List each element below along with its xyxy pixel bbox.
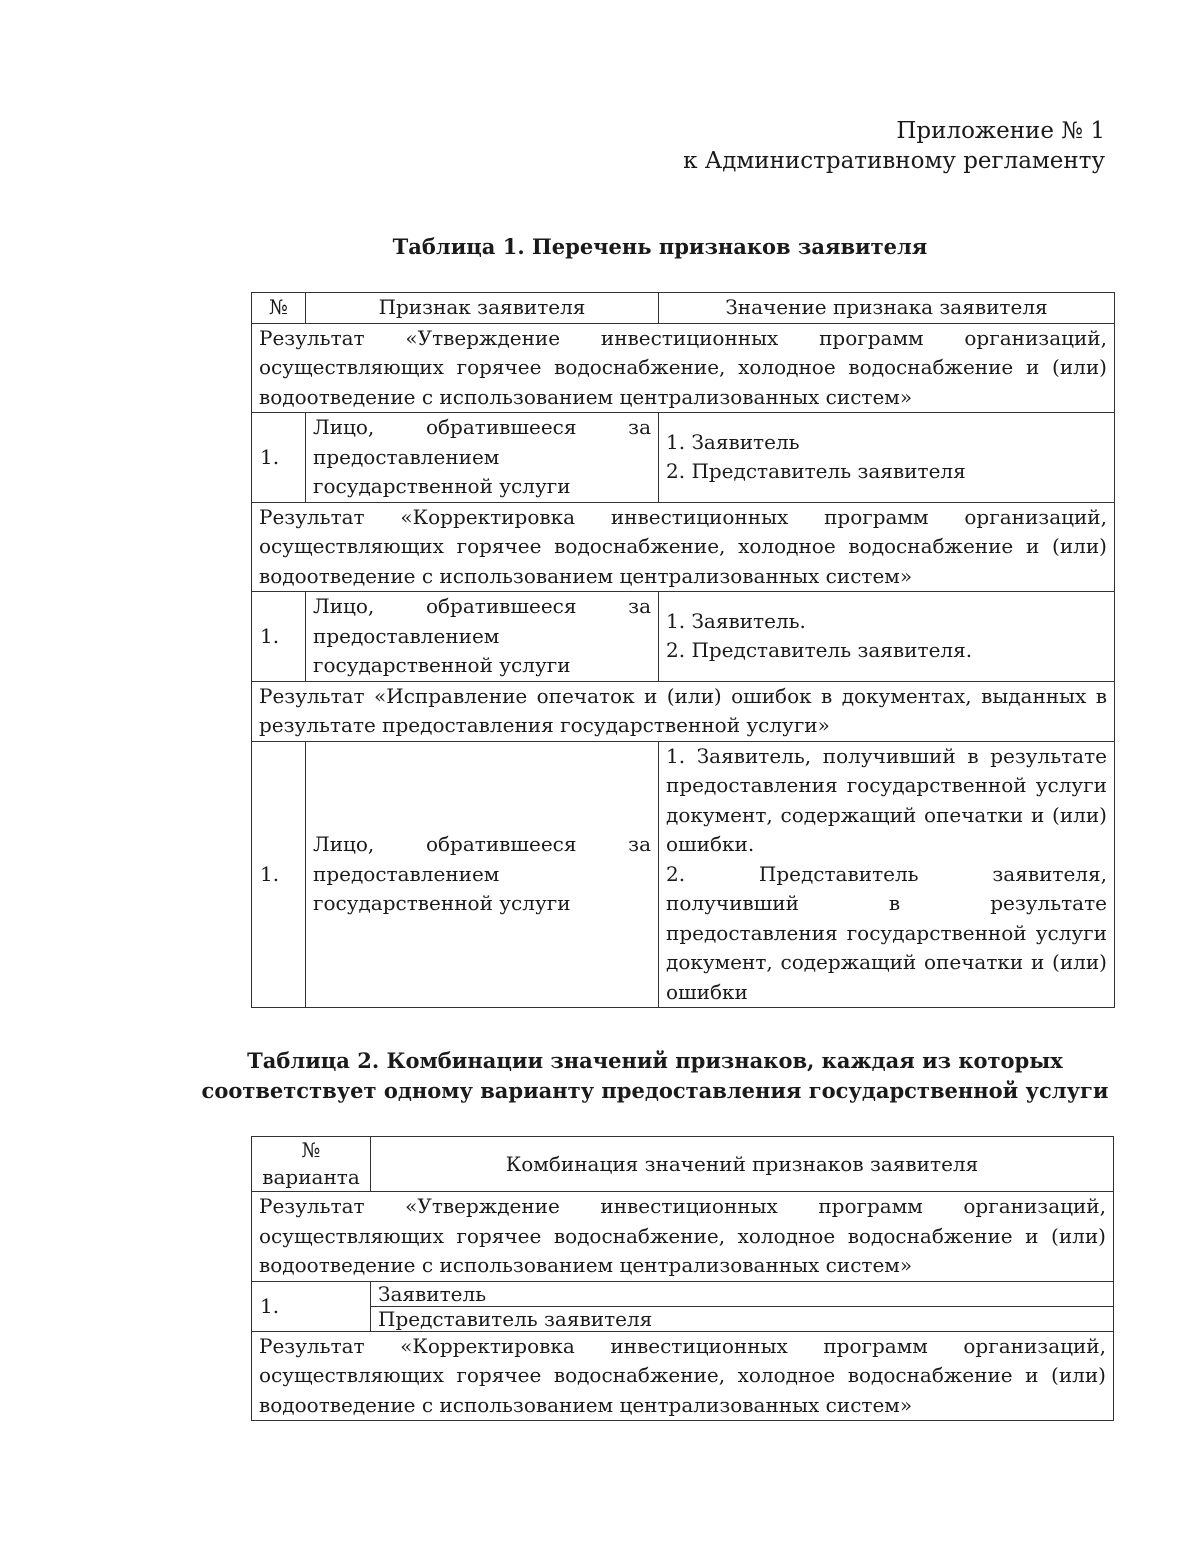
section-result: Результат «Утверждение инвестиционных программ организаций, осуществляющих горячее водоснабжение, холодное водоснабжение и (или) водоотведение с использованием централизованных систем» <box>252 1192 1114 1282</box>
table2-row <box>252 1306 1114 1331</box>
table1-section-row <box>252 323 1115 413</box>
row-sign-value <box>659 741 1115 1008</box>
section-result: Результат «Исправление опечаток и (или) ошибок в документах, выданных в результате предоставления государственной услуги» <box>252 681 1115 741</box>
header-variant-number <box>252 1137 371 1192</box>
table2-section-row <box>252 1331 1114 1421</box>
header-sign: Признак заявителя <box>306 293 659 324</box>
variant-combinations-table <box>251 1136 1114 1421</box>
table1-section-row <box>252 681 1115 741</box>
section-result: Результат «Корректировка инвестиционных программ организаций, осуществляющих горячее водоснабжение, холодное водоснабжение и (или) водоотведение с использованием централизованных систем» <box>252 1331 1114 1421</box>
table2-header-row <box>252 1137 1114 1192</box>
table1-section-row <box>252 502 1115 592</box>
sign-value-line: 1. Заявитель. <box>666 608 806 633</box>
combination-option: Представитель заявителя <box>371 1306 1114 1331</box>
appendix-note <box>683 116 1105 176</box>
table2-title-line-1: Таблица 2. Комбинации значений признаков, каждая из которых <box>247 1048 1063 1073</box>
row-number: 1. <box>252 592 306 682</box>
table1-row <box>252 741 1115 1008</box>
table1-row <box>252 413 1115 503</box>
table1-header-row <box>252 293 1115 324</box>
applicant-signs-table <box>251 292 1115 1008</box>
sign-value-line: 1. Заявитель <box>666 429 800 454</box>
sign-value-line: 2. Представитель заявителя <box>666 459 966 484</box>
row-sign-value <box>659 592 1115 682</box>
header-combination: Комбинация значений признаков заявителя <box>371 1137 1114 1192</box>
sign-value-line: 2. Представитель заявителя. <box>666 638 973 663</box>
table2-section-row <box>252 1192 1114 1282</box>
section-result: Результат «Корректировка инвестиционных программ организаций, осуществляющих горячее водоснабжение, холодное водоснабжение и (или) водоотведение с использованием централизованных систем» <box>252 502 1115 592</box>
row-number: 1. <box>252 413 306 503</box>
header-variant-number-line-1: № <box>301 1138 321 1162</box>
table2-row <box>252 1281 1114 1306</box>
header-variant-number-line-2: варианта <box>262 1165 360 1189</box>
header-number: № <box>252 293 306 324</box>
row-sign: Лицо, обратившееся за предоставлением государственной услуги <box>306 413 659 503</box>
combination-option: Заявитель <box>371 1281 1114 1306</box>
section-result: Результат «Утверждение инвестиционных программ организаций, осуществляющих горячее водоснабжение, холодное водоснабжение и (или) водоотведение с использованием централизованных систем» <box>252 323 1115 413</box>
variant-number: 1. <box>252 1281 371 1331</box>
table1-row <box>252 592 1115 682</box>
row-number: 1. <box>252 741 306 1008</box>
table1-title: Таблица 1. Перечень признаков заявителя <box>392 234 928 259</box>
header-sign-value: Значение признака заявителя <box>659 293 1115 324</box>
row-sign-value <box>659 413 1115 503</box>
sign-value-line: 2. Представитель заявителя, получивший в результате предоставления государственной услуги документ, содержащий опечатки и (или) ошибки <box>666 861 1107 1004</box>
row-sign: Лицо, обратившееся за предоставлением государственной услуги <box>306 592 659 682</box>
appendix-line-2: к Административному регламенту <box>683 148 1105 174</box>
row-sign: Лицо, обратившееся за предоставлением государственной услуги <box>306 741 659 1008</box>
table2-title <box>55 1046 1200 1106</box>
appendix-line-1: Приложение № 1 <box>896 118 1105 144</box>
table2-title-line-2: соответствует одному варианту предоставления государственной услуги <box>201 1078 1109 1103</box>
sign-value-line: 1. Заявитель, получивший в результате предоставления государственной услуги документ, содержащий опечатки и (или) ошибки. <box>666 743 1107 856</box>
